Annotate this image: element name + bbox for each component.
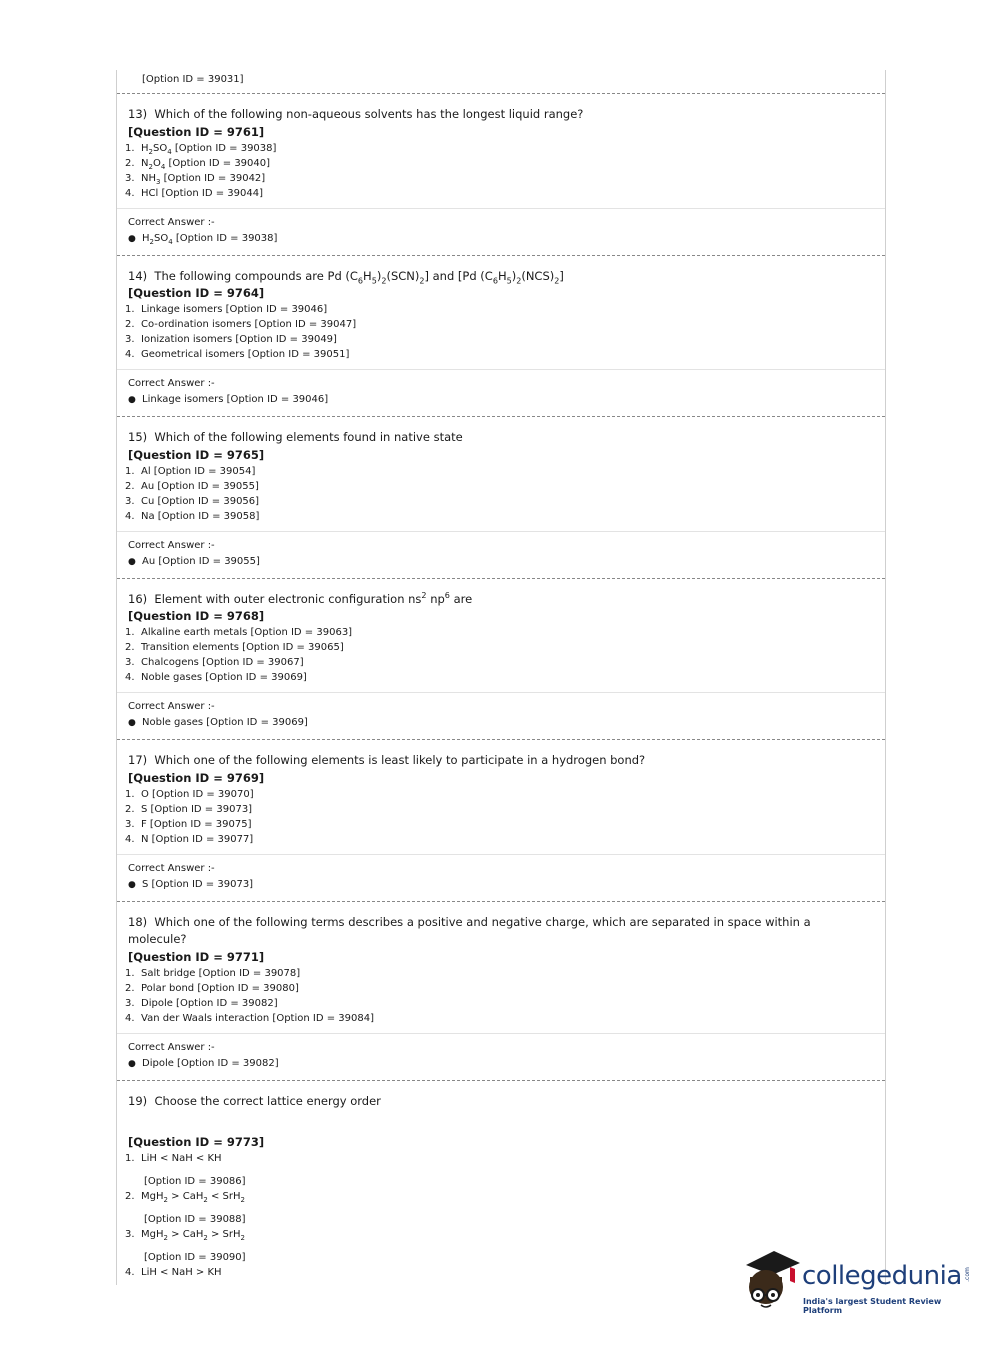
question-text: 18) Which one of the following terms describes a positive and negative charge, which are separated in space within a molecule? xyxy=(128,914,811,946)
question-id: [Question ID = 9764] xyxy=(128,286,265,300)
option-item: 2. MgH$_2$ > CaH$_2$ < SrH$_2$ [Option ID = 39088] xyxy=(128,1189,885,1227)
bullet-icon: ● xyxy=(128,1058,136,1069)
question-15 xyxy=(117,417,885,531)
question-id: [Question ID = 9765] xyxy=(128,447,265,462)
options-list xyxy=(125,141,885,201)
option-item: 1. Salt bridge [Option ID = 39078] xyxy=(125,967,301,979)
question-14 xyxy=(117,256,885,370)
option-item: 3. Dipole [Option ID = 39082] xyxy=(125,997,278,1009)
option-item: 1. $H_2SO_4$ [Option ID = 39038] xyxy=(125,142,277,156)
option-item: 3. $NH_3$ [Option ID = 39042] xyxy=(125,172,266,186)
option-item: 4. N [Option ID = 39077] xyxy=(125,833,254,845)
mascot-icon xyxy=(740,1247,802,1313)
correct-answer: ● Linkage isomers [Option ID = 39046] xyxy=(128,392,885,408)
correct-answer: ● $H_2SO_4$ [Option ID = 39038] xyxy=(128,232,278,246)
correct-answer-label: Correct Answer :- xyxy=(128,216,215,228)
brand-name: collegedunia xyxy=(802,1261,962,1291)
question-18 xyxy=(117,902,885,1033)
option-item: 2. S [Option ID = 39073] xyxy=(125,803,253,815)
correct-answer-label: Correct Answer :- xyxy=(128,1041,215,1053)
option-item: 1. Linkage isomers [Option ID = 39046] xyxy=(125,304,328,315)
option-item: 4. Geometrical isomers [Option ID = 39051] xyxy=(125,349,350,360)
correct-answer-label: Correct Answer :- xyxy=(128,862,215,874)
options-list xyxy=(125,302,885,362)
option-item: 2. Polar bond [Option ID = 39080] xyxy=(125,982,299,994)
option-item: 2. Co-ordination isomers [Option ID = 39047] xyxy=(125,319,357,330)
options-list xyxy=(125,787,885,847)
option-id: [Option ID = 39088] xyxy=(144,1214,246,1225)
option-item: 2. $N_2O_4$ [Option ID = 39040] xyxy=(125,157,271,171)
option-item: 1. LiH < NaH < KH [Option ID = 39086] xyxy=(128,1151,885,1189)
correct-answer: ● Dipole [Option ID = 39082] xyxy=(128,1056,885,1072)
question-list xyxy=(117,93,885,1080)
question-16 xyxy=(117,579,885,693)
option-item: 3. Cu [Option ID = 39056] xyxy=(125,495,260,507)
correct-answer: ● Au [Option ID = 39055] xyxy=(128,554,885,570)
correct-answer: ● S [Option ID = 39073] xyxy=(128,877,885,893)
question-id: [Question ID = 9771] xyxy=(128,949,265,964)
correct-answer-label: Correct Answer :- xyxy=(128,701,215,712)
options-list xyxy=(125,464,885,524)
question-text: 17) Which one of the following elements is least likely to participate in a hydrogen bond? xyxy=(128,753,646,767)
question-id: [Question ID = 9768] xyxy=(128,609,265,623)
bullet-icon: ● xyxy=(128,718,136,728)
correct-answer: ● Noble gases [Option ID = 39069] xyxy=(128,715,885,731)
question-text: 15) Which of the following elements found in native state xyxy=(128,430,463,444)
brand-suffix: .com xyxy=(963,1267,971,1282)
question-text: 14) The following compounds are Pd $(C_6H_5)_2(SCN)_2$] and [Pd $(C_6H_5)_2(NCS)_2$] xyxy=(128,268,564,285)
option-item: 4. Noble gases [Option ID = 39069] xyxy=(125,672,307,683)
question-id: [Question ID = 9773] xyxy=(128,1135,265,1149)
exam-page xyxy=(116,70,886,1285)
correct-answer-block xyxy=(117,693,885,739)
question-id: [Question ID = 9761] xyxy=(128,124,265,139)
correct-answer-block xyxy=(117,1034,885,1080)
question-17 xyxy=(117,740,885,854)
correct-answer-block xyxy=(117,855,885,901)
collegedunia-logo xyxy=(740,1247,970,1317)
question-text: 16) Element with outer electronic configuration $ns^2$ $np^6$ are xyxy=(128,590,473,606)
option-item: 2. Transition elements [Option ID = 39065] xyxy=(125,642,344,653)
option-item: 3. MgH$_2$ > CaH$_2$ > SrH$_2$ [Option ID = 39090] xyxy=(128,1227,885,1265)
option-item: 4. HCl [Option ID = 39044] xyxy=(125,187,264,199)
question-text: 13) Which of the following non-aqueous solvents has the longest liquid range? xyxy=(128,107,584,121)
correct-answer-label: Correct Answer :- xyxy=(128,539,215,551)
option-item: 3. F [Option ID = 39075] xyxy=(125,818,252,830)
bullet-icon: ● xyxy=(128,233,136,244)
option-item: 1. Alkaline earth metals [Option ID = 39063] xyxy=(125,627,353,638)
option-id: [Option ID = 39086] xyxy=(144,1176,246,1187)
option-id: [Option ID = 39090] xyxy=(144,1252,246,1263)
options-list xyxy=(125,966,885,1026)
option-item: 4. LiH < NaH > KH xyxy=(125,1267,222,1278)
option-item: 4. Van der Waals interaction [Option ID = 39084] xyxy=(125,1012,374,1024)
option-item: 2. Au [Option ID = 39055] xyxy=(125,480,259,492)
option-item: 4. Na [Option ID = 39058] xyxy=(125,510,260,522)
correct-answer-block xyxy=(117,370,885,416)
question-13 xyxy=(117,94,885,208)
options-list xyxy=(125,625,885,685)
bullet-icon: ● xyxy=(128,395,136,405)
option-item: 1. O [Option ID = 39070] xyxy=(125,788,254,800)
correct-answer-label: Correct Answer :- xyxy=(128,378,215,389)
brand-tagline: India's largest Student Review Platform xyxy=(803,1297,942,1315)
option-item: 3. Ionization isomers [Option ID = 39049] xyxy=(125,334,337,345)
question-id: [Question ID = 9769] xyxy=(128,770,265,785)
option-item: 3. Chalcogens [Option ID = 39067] xyxy=(125,657,304,668)
correct-answer-block xyxy=(117,209,885,255)
option-item: 1. Al [Option ID = 39054] xyxy=(125,465,256,477)
previous-option-id: [Option ID = 39031] xyxy=(142,74,244,85)
question-text: 19) Choose the correct lattice energy order xyxy=(128,1093,381,1108)
correct-answer-block xyxy=(117,532,885,578)
bullet-icon: ● xyxy=(128,879,136,890)
bullet-icon: ● xyxy=(128,556,136,567)
